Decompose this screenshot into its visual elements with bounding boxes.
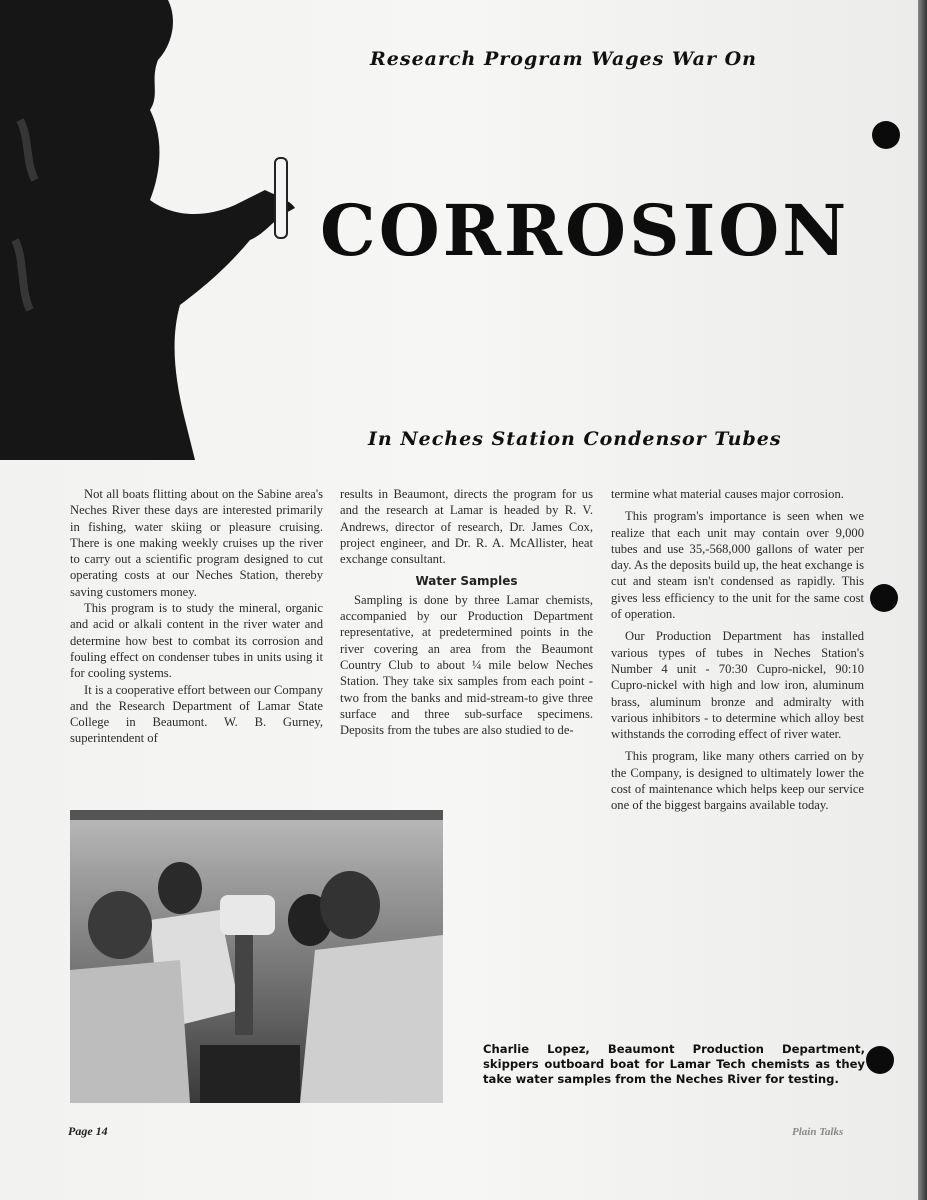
paragraph: Our Production Department has installed various types of tubes in Neches Station's Number 4 unit - 70:30 Cupro-nickel, 90:10 Cupro-nickel with high and low iron, aluminum brass, aluminum bronze and admiralty with various inhibitors - to determine which alloy best withstands the corroding effect of river water. xyxy=(611,629,864,742)
magazine-name: Plain Talks xyxy=(792,1126,844,1138)
paragraph: It is a cooperative effort between our Company and the Research Department of Lamar State College in Beaumont. W. B. Gurney, superintendent of xyxy=(70,682,323,746)
paragraph: This program is to study the mineral, organic and acid or alkali content in the river water and determine how best to combat its corrosion and fouling effect on condenser tubes in units using it for cooling systems. xyxy=(70,601,323,681)
photo-caption: Charlie Lopez, Beaumont Production Department, skippers outboard boat for Lamar Tech chemists as they take water samples from the Neches River for testing. xyxy=(483,1042,865,1086)
article-column-1 xyxy=(70,486,323,747)
binder-hole xyxy=(866,1046,894,1074)
article-column-3 xyxy=(611,486,864,814)
boat-photo xyxy=(70,810,443,1103)
article-kicker: Research Program Wages War On xyxy=(370,48,757,70)
paragraph: termine what material causes major corrosion. xyxy=(611,487,844,501)
binder-hole xyxy=(870,584,898,612)
paragraph: Sampling is done by three Lamar chemists, accompanied by our Production Department representative, at predetermined points in the river covering an area from the Beaumont Country Club to about ¼ mile below Neches Station. They take six samples from each point - two from the banks and mid-stream-to give three surface and three sub-surface specimens. Deposits from the tubes are also studied to de- xyxy=(340,592,593,738)
paragraph: This program's importance is seen when we realize that each unit may contain over 9,000 tubes and use 35,-568,000 gallons of water per day. As the deposits build up, the heat exchange is cut and steam isn't condensed as rapidly. This gives less efficiency to the unit for the same cost of operation. xyxy=(611,509,864,622)
binder-hole xyxy=(872,121,900,149)
silhouette-illustration xyxy=(0,0,310,470)
paragraph: This program, like many others carried on by the Company, is designed to ultimately lower the cost of maintenance which helps keep our service one of the biggest bargains available today. xyxy=(611,749,864,813)
paragraph: Not all boats flitting about on the Sabine area's Neches River these days are interested primarily in fishing, water skiing or pleasure cruising. There is one making weekly cruises up the river to carry out a scientific program designed to cut operating costs at our Neches Station, thereby saving customers money. xyxy=(70,487,323,599)
article-column-2 xyxy=(340,486,593,738)
page-number: Page 14 xyxy=(68,1124,108,1138)
article-title: CORROSION xyxy=(320,189,850,272)
page-edge-shadow xyxy=(918,0,927,1200)
paragraph: results in Beaumont, directs the program for us and the research at Lamar is headed by R. V. Andrews, director of research, Dr. James Cox, project engineer, and Dr. R. A. McAllister, heat exchange consultant. xyxy=(340,487,593,567)
section-heading: Water Samples xyxy=(415,574,518,589)
article-subtitle: In Neches Station Condensor Tubes xyxy=(368,428,782,450)
